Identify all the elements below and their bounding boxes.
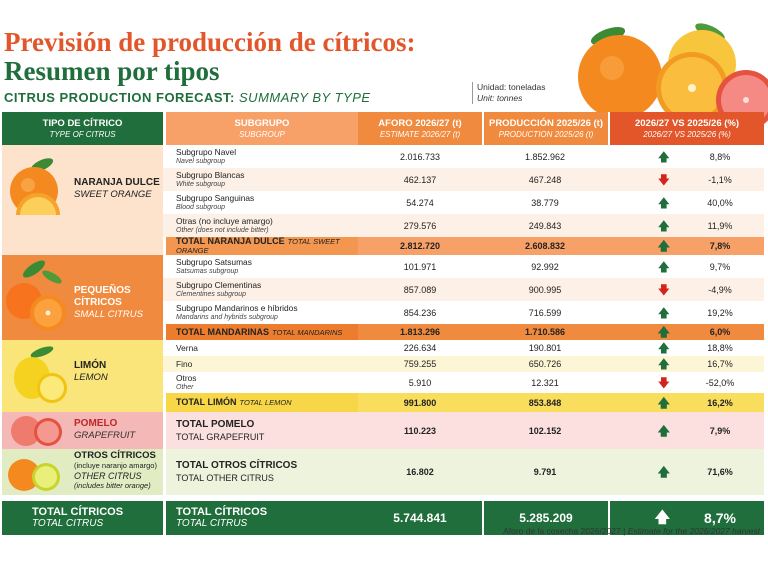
production-value: 190.801 <box>528 343 562 353</box>
change-total: 7,8% <box>709 241 731 251</box>
arrow-up-icon: 🡅 <box>657 395 670 410</box>
grapefruit-icon <box>8 414 68 448</box>
total-en: TOTAL MANDARINS <box>272 327 343 337</box>
total-es: TOTAL NARANJA DULCE <box>176 236 285 246</box>
subgroup-es: Verna <box>176 342 198 353</box>
citrus-summary-table <box>2 112 764 535</box>
subgroup-es: Subgrupo Navel <box>176 146 237 157</box>
table-row <box>2 145 764 168</box>
type-es-label: POMELO <box>74 418 118 429</box>
arrow-up-icon: 🡅 <box>657 149 670 164</box>
units-note <box>472 82 546 104</box>
header-subgroup: SUBGRUPO SUBGROUP <box>166 112 358 145</box>
grand-total-en: TOTAL CITRUS <box>176 518 248 529</box>
arrow-up-icon: 🡅 <box>657 259 670 274</box>
change-value: 9,7% <box>709 261 731 272</box>
arrow-up-icon: 🡅 <box>657 218 670 233</box>
change-value: 11,9% <box>707 220 733 231</box>
orange-fruit-icon <box>6 157 68 229</box>
type-en-note: (includes bitter orange) <box>74 481 151 490</box>
subgroup-es: Subgrupo Sanguinas <box>176 192 255 203</box>
header-estimate: AFORO 2026/27 (t) ESTIMATE 2026/27 (t) <box>358 112 482 145</box>
total-en: TOTAL SWEET ORANGE <box>176 237 340 255</box>
production-total: 102.152 <box>528 425 562 436</box>
units-en: Unit: tonnes <box>477 93 523 103</box>
arrow-down-icon: 🡇 <box>657 375 670 390</box>
type-other-citrus <box>2 449 163 495</box>
estimate-total: 2.812.720 <box>399 241 441 251</box>
estimate-value: 854.236 <box>403 307 437 318</box>
footer-en: Estimate for the 2026/2027 harvest <box>627 526 760 536</box>
change-total: 71,6% <box>707 467 733 477</box>
type-es-label: PEQUEÑOS CÍTRICOS <box>74 285 131 308</box>
arrow-up-icon: 🡅 <box>608 501 676 535</box>
header-type: TIPO DE CÍTRICO TYPE OF CITRUS <box>2 112 163 145</box>
footer-note: Aforo de la cosecha 2026/2027 | Estimate for the 2026/2027 harvest <box>503 526 760 536</box>
grand-total-production: 5.285.209 <box>482 501 608 535</box>
estimate-value: 759.255 <box>403 359 437 369</box>
subgroup-es: Subgrupo Satsumas <box>176 256 252 267</box>
type-small-citrus <box>2 255 163 340</box>
production-value: 38.779 <box>531 197 559 208</box>
change-value: 19,2% <box>707 307 733 318</box>
subgroup-en: Other <box>176 383 194 391</box>
change-total: 6,0% <box>709 327 731 337</box>
type-en-label: GRAPEFRUIT <box>74 430 136 441</box>
type-lemon <box>2 340 163 412</box>
change-total: 16,2% <box>707 397 733 408</box>
estimate-value: 279.576 <box>403 220 437 231</box>
title-line-2: Resumen por tipos <box>4 56 220 86</box>
type-es-label: LIMÓN <box>74 360 107 371</box>
units-es: Unidad: toneladas <box>477 82 546 92</box>
page-subtitle <box>4 90 371 105</box>
type-en-label: OTHER CITRUS <box>74 471 142 481</box>
change-value: 40,0% <box>707 197 733 208</box>
type-sweet-orange <box>2 145 163 255</box>
subgroup-en: White subgroup <box>176 180 226 188</box>
total-es: TOTAL POMELO <box>176 418 255 430</box>
change-total: 7,9% <box>709 425 731 436</box>
subgroup-es: Subgrupo Clementinas <box>176 279 262 290</box>
production-value: 716.599 <box>528 307 562 318</box>
estimate-total: 1.813.296 <box>399 327 441 337</box>
header-production: PRODUCCIÓN 2025/26 (t) PRODUCTION 2025/26 (t) <box>482 112 608 145</box>
table-row <box>2 255 764 278</box>
subgroup-en: Satsumas subgroup <box>176 267 239 275</box>
change-value: 18,8% <box>707 343 733 353</box>
change-value: -4,9% <box>708 284 732 295</box>
estimate-value: 857.089 <box>403 284 437 295</box>
estimate-total: 110.223 <box>403 425 437 436</box>
estimate-value: 2.016.733 <box>399 151 441 162</box>
subtitle-main: CITRUS PRODUCTION FORECAST: <box>4 90 235 105</box>
change-value: 8,8% <box>709 151 731 162</box>
estimate-value: 101.971 <box>403 261 437 272</box>
total-en: TOTAL GRAPEFRUIT <box>176 431 265 442</box>
mandarin-fruit-icon <box>4 259 70 333</box>
total-row <box>2 412 764 449</box>
type-en-label: SWEET ORANGE <box>74 189 152 200</box>
total-row <box>2 449 764 495</box>
subgroup-en: Mandarins and hybrids subgroup <box>176 313 278 321</box>
grand-total-es: TOTAL CÍTRICOS <box>176 506 268 518</box>
production-total: 1.710.586 <box>524 327 566 337</box>
total-en: TOTAL LEMON <box>239 398 292 407</box>
type-en-label: SMALL CITRUS <box>74 309 143 320</box>
production-total: 2.608.832 <box>524 241 566 251</box>
grand-total-estimate: 5.744.841 <box>393 511 447 525</box>
type-es-label: OTROS CÍTRICOS <box>74 450 156 461</box>
arrow-up-icon: 🡅 <box>657 239 670 253</box>
estimate-value: 226.634 <box>403 343 437 353</box>
subgroup-es: Otros <box>176 372 197 383</box>
subgroup-en: Navel subgroup <box>176 157 226 165</box>
total-en: TOTAL OTHER CITRUS <box>176 473 274 483</box>
estimate-total: 991.800 <box>403 397 437 408</box>
total-es: TOTAL OTROS CÍTRICOS <box>176 460 298 471</box>
production-value: 249.843 <box>528 220 562 231</box>
type-es-label: NARANJA DULCE <box>74 177 160 188</box>
page-title <box>4 28 415 86</box>
change-value: -52,0% <box>705 377 735 388</box>
arrow-up-icon: 🡅 <box>657 195 670 210</box>
estimate-value: 5.910 <box>408 377 432 388</box>
change-value: 16,7% <box>707 359 733 369</box>
arrow-down-icon: 🡇 <box>657 282 670 297</box>
production-value: 1.852.962 <box>524 151 566 162</box>
production-value: 900.995 <box>528 284 562 295</box>
production-value: 467.248 <box>528 174 562 185</box>
type-grapefruit <box>2 412 163 449</box>
type-en-label: LEMON <box>74 372 108 383</box>
subgroup-es: Subgrupo Mandarinos e híbridos <box>176 302 298 313</box>
header-change: 2026/27 VS 2025/26 (%) 2026/27 VS 2025/26 (%) <box>608 112 764 145</box>
arrow-up-icon: 🡅 <box>657 357 670 371</box>
total-es: TOTAL MANDARINAS <box>176 326 269 337</box>
arrow-up-icon: 🡅 <box>657 305 670 320</box>
production-value: 92.992 <box>531 261 559 272</box>
subgroup-es: Otras (no incluye amargo) <box>176 215 273 226</box>
subgroup-en: Blood subgroup <box>176 203 226 211</box>
header-row <box>2 112 764 145</box>
subgroup-es: Fino <box>176 358 193 369</box>
production-value: 650.726 <box>528 359 562 369</box>
arrow-up-icon: 🡅 <box>657 465 670 479</box>
arrow-up-icon: 🡅 <box>657 341 670 355</box>
subgroup-en: Other (does not include bitter) <box>176 226 269 234</box>
lemon-fruit-icon <box>8 344 70 406</box>
subgroup-en: Clementines subgroup <box>176 290 247 298</box>
title-line-1: Previsión de producción de cítricos: <box>4 27 416 57</box>
production-total: 9.791 <box>533 467 557 477</box>
grand-total-label: TOTAL CÍTRICOS TOTAL CITRUS <box>32 506 124 529</box>
production-value: 12.321 <box>531 377 559 388</box>
arrow-down-icon: 🡇 <box>657 172 670 187</box>
arrow-up-icon: 🡅 <box>657 423 670 438</box>
estimate-value: 462.137 <box>403 174 437 185</box>
change-value: -1,1% <box>708 174 732 185</box>
subtitle-italic: SUMMARY BY TYPE <box>239 90 371 105</box>
total-es: TOTAL LIMÓN <box>176 397 237 407</box>
other-citrus-icon <box>4 453 68 495</box>
type-es-note: (incluye naranjo amargo) <box>74 461 157 470</box>
arrow-up-icon: 🡅 <box>657 325 670 339</box>
footer-es: Aforo de la cosecha 2026/2027 <box>503 526 621 536</box>
grand-total-change: 8,7% <box>704 510 736 526</box>
production-total: 853.848 <box>528 397 562 408</box>
subgroup-es: Subgrupo Blancas <box>176 169 245 180</box>
estimate-total: 16.802 <box>406 467 434 477</box>
table-row <box>2 340 764 356</box>
estimate-value: 54.274 <box>406 197 434 208</box>
